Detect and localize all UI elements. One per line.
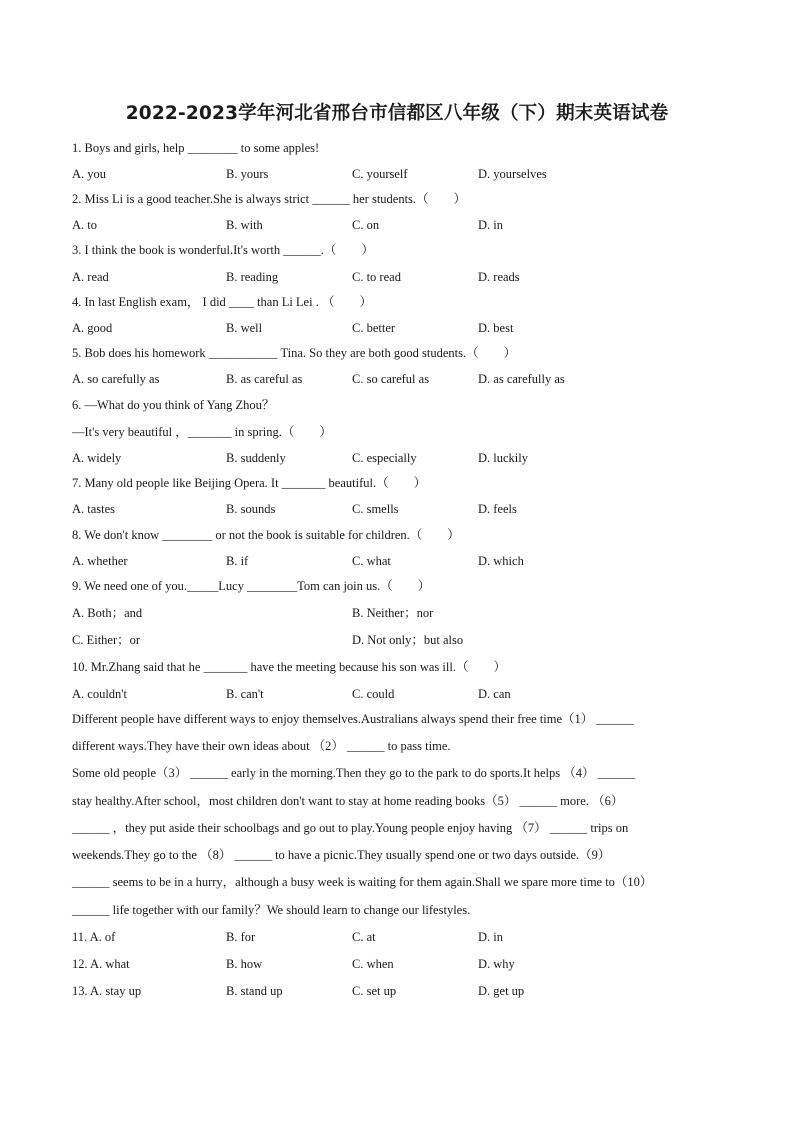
option-a: A. tastes <box>72 502 116 516</box>
option-d: D. in <box>478 930 503 944</box>
option-c: C. at <box>352 930 376 944</box>
option-c: C. on <box>352 218 380 232</box>
option-a: A. couldn't <box>72 687 128 701</box>
passage-line: Different people have different ways to enjoy themselves.Australians always spend their free time（1） ______ <box>72 712 634 726</box>
option-d: D. in <box>478 218 503 232</box>
option-a: 12. A. what <box>72 957 130 971</box>
option-d: D. as carefully as <box>478 372 565 386</box>
option-d: D. which <box>478 554 524 568</box>
option-a: A. you <box>72 167 107 181</box>
passage-line: ______ seems to be in a hurry，although a busy week is waiting for them again.Shall we spare more time to（10） <box>72 875 653 889</box>
option-row <box>72 686 732 702</box>
passage-line: different ways.They have their own ideas about （2） ______ to pass time. <box>72 739 451 753</box>
option-a: A. so carefully as <box>72 372 160 386</box>
option-a: 11. A. of <box>72 930 116 944</box>
option-b: B. well <box>226 321 263 335</box>
option-c: C. set up <box>352 984 397 998</box>
option-d: D. Not only；but also <box>352 633 464 647</box>
option-row <box>72 371 732 387</box>
option-a: A. to <box>72 218 97 232</box>
question-stem: 4. In last English exam， I did ____ than Li Lei . （ ） <box>72 295 372 309</box>
option-a: A. widely <box>72 451 122 465</box>
option-row <box>72 217 732 233</box>
option-row <box>72 553 732 569</box>
question-stem: 10. Mr.Zhang said that he _______ have the meeting because his son was ill.（ ） <box>72 660 506 674</box>
question-stem: 3. I think the book is wonderful.It's worth ______.（ ） <box>72 243 374 257</box>
option-b: B. reading <box>226 270 279 284</box>
option-row <box>72 450 732 466</box>
option-b: B. sounds <box>226 502 276 516</box>
question-stem: 6. —What do you think of Yang Zhou？ <box>72 398 275 412</box>
passage-line: Some old people（3） ______ early in the morning.Then they go to the park to do sports.It helps （4） ______ <box>72 766 636 780</box>
option-d: D. reads <box>478 270 520 284</box>
option-b: B. stand up <box>226 984 283 998</box>
question-stem: 5. Bob does his homework ___________ Tina. So they are both good students.（ ） <box>72 346 517 360</box>
option-a: A. read <box>72 270 109 284</box>
option-c: C. when <box>352 957 394 971</box>
passage-line: stay healthy.After school，most children don't want to stay at home reading books（5） ______ more. （6） <box>72 794 624 808</box>
option-b: B. for <box>226 930 256 944</box>
option-c: C. yourself <box>352 167 408 181</box>
option-c: C. better <box>352 321 396 335</box>
option-row <box>72 501 732 517</box>
question-stem-reply: —It's very beautiful ，_______ in spring.（ ） <box>72 425 332 439</box>
question-stem: 7. Many old people like Beijing Opera. It _______ beautiful.（ ） <box>72 476 427 490</box>
option-d: D. best <box>478 321 514 335</box>
cloze-option-row <box>72 929 732 945</box>
option-b: B. suddenly <box>226 451 286 465</box>
option-c: C. Either；or <box>72 633 141 647</box>
option-c: C. especially <box>352 451 417 465</box>
passage-line: ______ life together with our family？We should learn to change our lifestyles. <box>72 903 471 917</box>
option-d: D. feels <box>478 502 517 516</box>
option-d: D. get up <box>478 984 525 998</box>
option-b: B. if <box>226 554 249 568</box>
option-a: A. whether <box>72 554 128 568</box>
option-c: C. could <box>352 687 395 701</box>
option-c: C. to read <box>352 270 401 284</box>
cloze-option-row <box>72 983 732 999</box>
question-stem: 9. We need one of you._____Lucy ________Tom can join us.（ ） <box>72 579 431 593</box>
option-b: B. how <box>226 957 263 971</box>
option-d: D. can <box>478 687 511 701</box>
option-a: A. Both；and <box>72 606 143 620</box>
question-stem: 8. We don't know ________ or not the book is suitable for children.（ ） <box>72 528 460 542</box>
option-a: A. good <box>72 321 113 335</box>
option-b: B. Neither；nor <box>352 606 434 620</box>
passage-line: ______ ，they put aside their schoolbags and go out to play.Young people enjoy having （7） ______ trips on <box>72 821 629 835</box>
question-stem: 2. Miss Li is a good teacher.She is always strict ______ her students.（ ） <box>72 192 467 206</box>
passage-line: weekends.They go to the （8） ______ to have a picnic.They usually spend one or two days outside.（9） <box>72 848 611 862</box>
option-row <box>72 632 732 648</box>
cloze-option-row <box>72 956 732 972</box>
option-b: B. with <box>226 218 263 232</box>
option-d: D. luckily <box>478 451 528 465</box>
option-d: D. yourselves <box>478 167 547 181</box>
option-c: C. smells <box>352 502 399 516</box>
option-b: B. yours <box>226 167 269 181</box>
option-c: C. so careful as <box>352 372 430 386</box>
option-row <box>72 320 732 336</box>
option-d: D. why <box>478 957 515 971</box>
option-row <box>72 269 732 285</box>
option-b: B. as careful as <box>226 372 303 386</box>
option-row <box>72 166 732 182</box>
exam-title: 2022-2023学年河北省邢台市信都区八年级（下）期末英语试卷 <box>125 103 669 124</box>
question-stem: 1. Boys and girls, help ________ to some apples! <box>72 141 320 155</box>
option-c: C. what <box>352 554 391 568</box>
option-a: 13. A. stay up <box>72 984 142 998</box>
option-row <box>72 605 732 621</box>
option-b: B. can't <box>226 687 264 701</box>
